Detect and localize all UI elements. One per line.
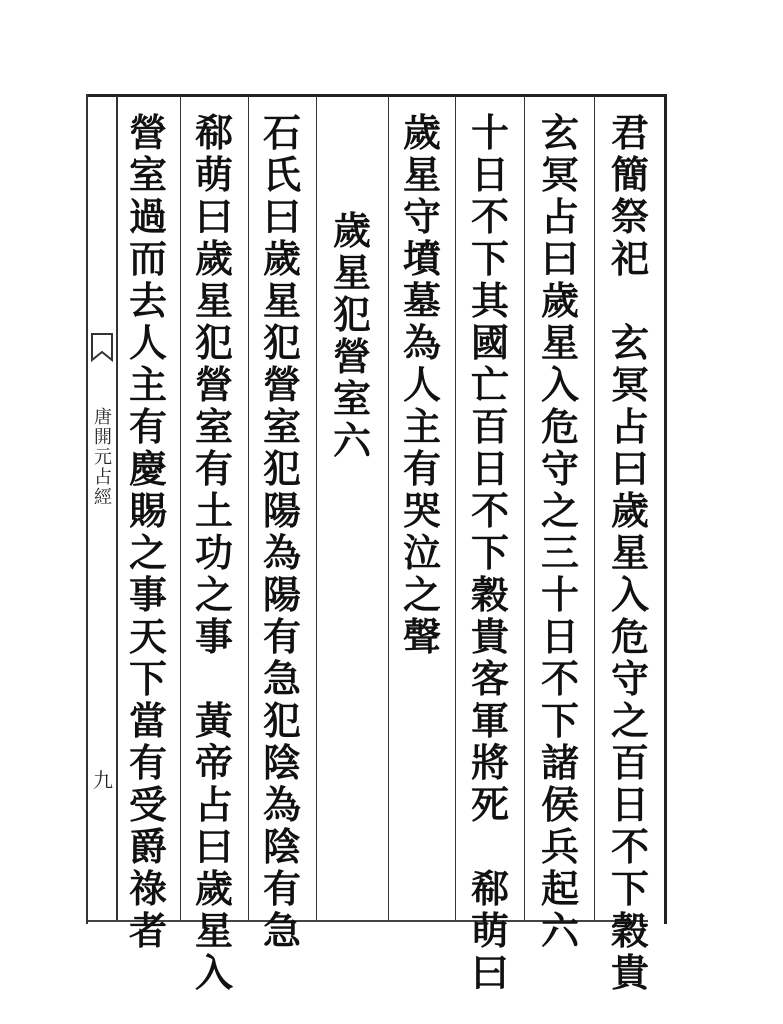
text-column-4: [396, 112, 448, 658]
column-character: 室: [262, 404, 301, 449]
column-character: 祿: [128, 866, 167, 911]
column-character: 慶: [128, 446, 167, 491]
column-character: 營: [332, 334, 371, 379]
column-character: 下: [470, 236, 509, 281]
column-character: 危: [610, 614, 649, 659]
column-character: 氏: [262, 152, 301, 197]
column-character: 郗: [194, 110, 233, 155]
column-character: 有: [194, 446, 233, 491]
column-character: 祀: [610, 236, 649, 281]
column-character: 犯: [262, 446, 301, 491]
column-character: 兵: [540, 824, 579, 869]
column-character: 侯: [540, 782, 579, 827]
column-character: 之: [540, 488, 579, 533]
column-character: 百: [610, 740, 649, 785]
column-character: 營: [262, 362, 301, 407]
column-character: 下: [128, 656, 167, 701]
column-character: 星: [540, 320, 579, 365]
margin-divider: [116, 96, 118, 920]
column-character: 陰: [262, 824, 301, 869]
text-column-2: [534, 112, 586, 952]
column-character: 歲: [262, 236, 301, 281]
column-divider: [388, 96, 389, 920]
margin-strip: [88, 96, 118, 920]
margin-title-character: 經: [94, 487, 112, 508]
column-character: 泣: [402, 530, 441, 575]
column-character: 不: [610, 824, 649, 869]
column-divider: [316, 96, 317, 920]
column-character: 歲: [332, 208, 371, 253]
column-character: 歲: [610, 488, 649, 533]
column-divider: [455, 96, 456, 920]
column-character: 百: [470, 404, 509, 449]
text-column-1: [604, 112, 656, 994]
column-character: 穀: [470, 572, 509, 617]
column-character: 爵: [128, 824, 167, 869]
column-character: 人: [402, 362, 441, 407]
column-character: 室: [194, 404, 233, 449]
column-character: 聲: [402, 614, 441, 659]
column-character: 人: [128, 320, 167, 365]
column-character: 有: [262, 866, 301, 911]
column-character: 穀: [610, 908, 649, 953]
column-character: 軍: [470, 698, 509, 743]
column-character: 不: [540, 656, 579, 701]
column-character: 陽: [262, 572, 301, 617]
column-character: 不: [470, 488, 509, 533]
column-character: 守: [610, 656, 649, 701]
column-character: 哭: [402, 488, 441, 533]
column-character: 占: [610, 404, 649, 449]
column-character: 占: [194, 782, 233, 827]
column-character: 犯: [262, 698, 301, 743]
column-character: 諸: [540, 740, 579, 785]
margin-title-character: 占: [94, 467, 112, 488]
column-character: 日: [470, 152, 509, 197]
column-character: 星: [332, 250, 371, 295]
column-character: 亡: [470, 362, 509, 407]
column-character: 星: [194, 908, 233, 953]
column-character: 星: [402, 152, 441, 197]
column-character: 為: [262, 530, 301, 575]
column-character: 去: [128, 278, 167, 323]
column-divider: [594, 96, 595, 920]
frame-right-border: [664, 94, 667, 924]
column-character: 十: [540, 572, 579, 617]
column-character: 十: [470, 110, 509, 155]
column-character: 萌: [194, 152, 233, 197]
column-character: 墓: [402, 278, 441, 323]
margin-title-character: 開: [94, 427, 112, 448]
column-character: 三: [540, 530, 579, 575]
column-character: 日: [540, 614, 579, 659]
column-character: 貴: [470, 614, 509, 659]
column-character: 之: [402, 572, 441, 617]
column-character: 營: [128, 110, 167, 155]
column-character: 入: [610, 572, 649, 617]
column-character: [188, 658, 240, 700]
column-character: 君: [610, 110, 649, 155]
column-character: 天: [128, 614, 167, 659]
text-column-3: [464, 112, 516, 994]
column-character: 占: [540, 194, 579, 239]
margin-title: [90, 408, 116, 508]
column-character: 客: [470, 656, 509, 701]
column-character: 守: [540, 446, 579, 491]
column-character: 不: [470, 194, 509, 239]
column-character: 陰: [262, 740, 301, 785]
column-divider: [248, 96, 249, 920]
column-character: 六: [332, 418, 371, 463]
column-divider: [524, 96, 525, 920]
column-character: 歲: [194, 866, 233, 911]
column-character: 曰: [540, 236, 579, 281]
column-character: 玄: [540, 110, 579, 155]
column-character: 過: [128, 194, 167, 239]
column-character: 下: [540, 698, 579, 743]
column-character: 玄: [610, 320, 649, 365]
fishtail-mark-icon: [90, 330, 114, 370]
column-character: 下: [470, 530, 509, 575]
column-character: 之: [194, 572, 233, 617]
column-character: 入: [194, 950, 233, 995]
page-number: 九: [93, 768, 113, 792]
column-character: 貴: [610, 950, 649, 995]
column-divider: [180, 96, 181, 920]
column-character: 冥: [610, 362, 649, 407]
column-character: 日: [470, 446, 509, 491]
column-character: 為: [262, 782, 301, 827]
column-character: 功: [194, 530, 233, 575]
column-character: 陽: [262, 488, 301, 533]
column-character: 曰: [194, 824, 233, 869]
column-character: 歲: [402, 110, 441, 155]
column-character: 犯: [194, 320, 233, 365]
column-character: 下: [610, 866, 649, 911]
column-character: 之: [128, 530, 167, 575]
column-character: 曰: [262, 194, 301, 239]
column-character: 死: [470, 782, 509, 827]
column-character: 日: [610, 782, 649, 827]
column-character: 事: [194, 614, 233, 659]
column-character: 簡: [610, 152, 649, 197]
column-character: 有: [262, 614, 301, 659]
column-character: 曰: [194, 194, 233, 239]
column-character: 賜: [128, 488, 167, 533]
margin-title-character: 元: [94, 447, 112, 468]
text-column-6: [256, 112, 308, 952]
column-character: 歲: [540, 278, 579, 323]
column-character: 曰: [470, 950, 509, 995]
column-character: [604, 280, 656, 322]
column-character: 國: [470, 320, 509, 365]
column-character: 冥: [540, 152, 579, 197]
column-character: 歲: [194, 236, 233, 281]
column-character: 為: [402, 320, 441, 365]
column-character: 之: [610, 698, 649, 743]
column-character: 守: [402, 194, 441, 239]
column-character: 事: [128, 572, 167, 617]
column-character: 犯: [262, 320, 301, 365]
column-character: 起: [540, 866, 579, 911]
column-character: 有: [402, 446, 441, 491]
text-column-8: [122, 112, 174, 952]
column-character: 星: [194, 278, 233, 323]
column-character: 其: [470, 278, 509, 323]
text-column-5-heading: [326, 210, 378, 462]
column-character: [464, 826, 516, 868]
column-character: 急: [262, 656, 301, 701]
frame-top-border: [88, 94, 666, 97]
column-character: 將: [470, 740, 509, 785]
column-character: 危: [540, 404, 579, 449]
column-character: 營: [194, 362, 233, 407]
column-character: 黃: [194, 698, 233, 743]
column-character: 急: [262, 908, 301, 953]
column-character: 曰: [610, 446, 649, 491]
column-character: 有: [128, 404, 167, 449]
column-character: 六: [540, 908, 579, 953]
column-character: 而: [128, 236, 167, 281]
column-character: 土: [194, 488, 233, 533]
text-column-7: [188, 112, 240, 994]
column-character: 主: [128, 362, 167, 407]
column-character: 郗: [470, 866, 509, 911]
column-character: 星: [262, 278, 301, 323]
column-character: 主: [402, 404, 441, 449]
margin-title-character: 唐: [94, 407, 112, 428]
column-character: 受: [128, 782, 167, 827]
column-character: 室: [128, 152, 167, 197]
column-character: 星: [610, 530, 649, 575]
column-character: 犯: [332, 292, 371, 337]
column-character: 室: [332, 376, 371, 421]
column-character: 墳: [402, 236, 441, 281]
column-character: 者: [128, 908, 167, 953]
column-character: 帝: [194, 740, 233, 785]
column-character: 祭: [610, 194, 649, 239]
column-character: 有: [128, 740, 167, 785]
column-character: 石: [262, 110, 301, 155]
column-character: 萌: [470, 908, 509, 953]
column-character: 入: [540, 362, 579, 407]
column-character: 當: [128, 698, 167, 743]
